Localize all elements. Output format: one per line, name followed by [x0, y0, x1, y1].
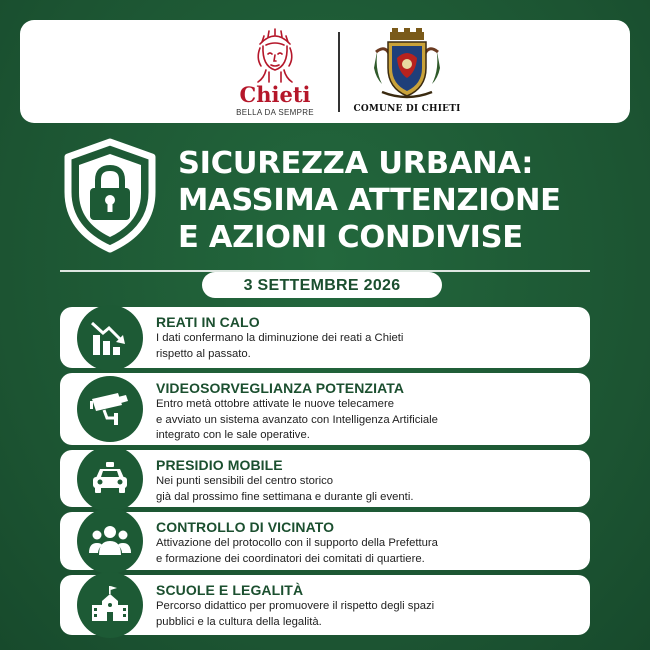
- card-line: Attivazione del protocollo con il supporto della Prefettura: [156, 537, 438, 549]
- icon-badge: [77, 508, 143, 574]
- chieti-brand-logo: [225, 28, 325, 118]
- shield-lock-icon: [60, 138, 160, 253]
- card-line: Percorso didattico per promuovere il rispetto degli spazi: [156, 600, 435, 612]
- headline-line-2: MASSIMA ATTENZIONE: [178, 183, 561, 218]
- security-camera-icon: [88, 389, 132, 429]
- headline: [178, 145, 561, 256]
- card-line: e avviato un sistema avanzato con Intelligenza Artificiale: [156, 413, 438, 426]
- card-text: [156, 582, 580, 630]
- card-title: VIDEOSORVEGLIANZA POTENZIATA: [156, 380, 405, 396]
- icon-badge: [77, 376, 143, 442]
- headline-line-3: E AZIONI CONDIVISE: [178, 220, 523, 255]
- brand-name: Chieti: [239, 82, 311, 107]
- card-body: [156, 599, 580, 630]
- card-title: CONTROLLO DI VICINATO: [156, 519, 335, 535]
- card-body: [156, 536, 580, 567]
- card-line: già dal prossimo fine settimana e durante gli eventi.: [156, 490, 414, 503]
- info-card-scuole: [60, 575, 590, 635]
- declining-chart-icon: [89, 317, 131, 359]
- icon-badge: [77, 446, 143, 512]
- card-title: PRESIDIO MOBILE: [156, 457, 283, 473]
- date-badge: 3 SETTEMBRE 2026: [202, 272, 442, 298]
- info-card-videosorveglianza: [60, 373, 590, 445]
- card-line: rispetto al passato.: [156, 347, 251, 360]
- card-line: integrato con le sale operative.: [156, 429, 310, 441]
- people-group-icon: [88, 523, 132, 559]
- header-bar: [20, 20, 630, 123]
- card-text: [156, 380, 580, 444]
- police-car-icon: [89, 460, 131, 498]
- headline-line-1: SICUREZZA URBANA:: [178, 146, 534, 181]
- card-title: REATI IN CALO: [156, 314, 260, 330]
- comune-name: COMUNE DI CHIETI: [353, 104, 461, 114]
- card-title: SCUOLE E LEGALITÀ: [156, 582, 304, 598]
- icon-badge: [77, 305, 143, 371]
- card-line: Entro metà ottobre attivate le nuove telecamere: [156, 398, 394, 410]
- card-body: [156, 331, 580, 362]
- card-line: Nei punti sensibili del centro storico: [156, 475, 334, 487]
- info-card-vicinato: [60, 512, 590, 570]
- header-divider: [338, 32, 340, 112]
- chieti-head-icon: [252, 28, 298, 84]
- card-body: [156, 397, 580, 444]
- card-body: [156, 474, 580, 505]
- coat-of-arms-icon: [372, 28, 442, 102]
- info-card-reati: [60, 307, 590, 368]
- card-line: I dati confermano la diminuzione dei reati a Chieti: [156, 332, 404, 344]
- brand-tagline: BELLA DA SEMPRE: [236, 108, 314, 117]
- card-line: pubblici e la cultura della legalità.: [156, 615, 322, 628]
- card-line: e formazione dei coordinatori dei comitati di quartiere.: [156, 552, 425, 565]
- comune-coat-of-arms: [352, 28, 462, 120]
- info-card-presidio: [60, 450, 590, 507]
- school-building-icon: [89, 585, 131, 625]
- icon-badge: [77, 572, 143, 638]
- card-text: [156, 519, 580, 567]
- card-text: [156, 314, 580, 362]
- card-text: [156, 457, 580, 505]
